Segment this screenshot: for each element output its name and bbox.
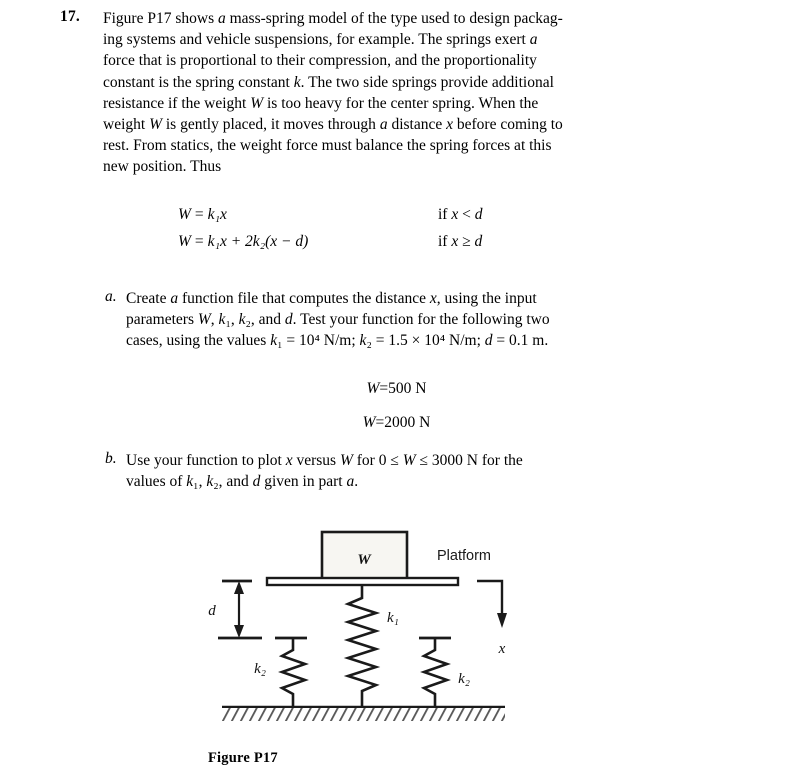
equation-2-lhs: W <box>178 233 191 250</box>
center-spring-label <box>387 610 399 626</box>
displacement-leader-line <box>477 581 502 615</box>
equals-sign: = <box>194 233 204 250</box>
equation-1-expression <box>178 206 227 224</box>
right-spring-label <box>458 671 470 687</box>
equation-1-condition: if x < d <box>438 206 483 223</box>
equation-row-2 <box>0 233 793 260</box>
equation-1-rhs: k₁x <box>207 206 227 223</box>
part-b-letter: b. <box>105 450 117 467</box>
equation-2-rhs: k₁x + 2k₂(x − d) <box>207 233 309 250</box>
platform-bar <box>267 578 458 585</box>
problem-line: weight W is gently placed, it moves through a distance x before coming to <box>103 116 563 134</box>
left-spring-k2 <box>282 639 305 706</box>
equation-group <box>0 206 793 260</box>
problem-number: 17. <box>60 8 80 25</box>
left-spring-label <box>254 661 266 677</box>
test-case-2: W=2000 N <box>362 414 431 431</box>
platform-label: Platform <box>437 548 491 564</box>
problem-line: constant is the spring constant k. The two side springs provide additional <box>103 73 554 91</box>
mass-spring-model-svg <box>190 510 530 740</box>
ground-hatching <box>222 708 505 721</box>
equation-1-lhs: W <box>178 206 191 223</box>
part-b-text <box>126 450 711 492</box>
equals-sign: = <box>194 206 204 223</box>
figure-p17-diagram <box>190 510 530 776</box>
equation-row-1 <box>0 206 793 233</box>
equation-2-condition: if x ≥ d <box>438 233 483 250</box>
figure-caption: Figure P17 <box>208 750 278 766</box>
equation-2-expression <box>178 233 308 251</box>
left-spring-label-text: k₂ <box>254 661 266 677</box>
part-b-line: values of k₁, k₂, and d given in part a. <box>126 473 359 491</box>
problem-line: Figure P17 shows a mass-spring model of the type used to design packag- <box>103 10 563 27</box>
test-case-row-1 <box>0 380 793 414</box>
problem-line: rest. From statics, the weight force must balance the spring forces at this <box>103 137 552 155</box>
part-a-text <box>126 288 711 352</box>
weight-block-label: W <box>357 552 371 568</box>
right-spring-k2 <box>424 639 447 706</box>
part-a-line: cases, using the values k₁ = 10⁴ N/m; k₂ = 1.5 × 10⁴ N/m; d = 0.1 m. <box>126 332 549 350</box>
problem-line: new position. Thus <box>103 158 222 176</box>
right-spring-label-text: k₂ <box>458 671 470 687</box>
displacement-label: x <box>498 641 506 657</box>
part-a-letter: a. <box>105 288 117 305</box>
problem-line: resistance if the weight W is too heavy for the center spring. When the <box>103 94 539 112</box>
part-a-line: parameters W, k₁, k₂, and d. Test your function for the following two <box>126 311 550 329</box>
displacement-arrowhead <box>497 613 507 628</box>
gap-arrowhead-down <box>234 625 244 638</box>
part-b-line: Use your function to plot x versus W for 0 ≤ W ≤ 3000 N for the <box>126 452 523 469</box>
problem-line: force that is proportional to their compression, and the proportionality <box>103 52 537 70</box>
problem-paragraph <box>103 8 711 178</box>
part-a-line: Create a function file that computes the distance x, using the input <box>126 290 537 307</box>
gap-dimension-label: d <box>208 603 216 619</box>
test-case-group <box>0 380 793 448</box>
problem-line: ing systems and vehicle suspensions, for example. The springs exert a <box>103 31 538 49</box>
center-spring-label-text: k₁ <box>387 610 399 626</box>
gap-arrowhead-up <box>234 581 244 594</box>
test-case-row-2 <box>0 414 793 448</box>
center-spring-k1 <box>348 585 376 706</box>
test-case-1: W=500 N <box>366 380 427 397</box>
